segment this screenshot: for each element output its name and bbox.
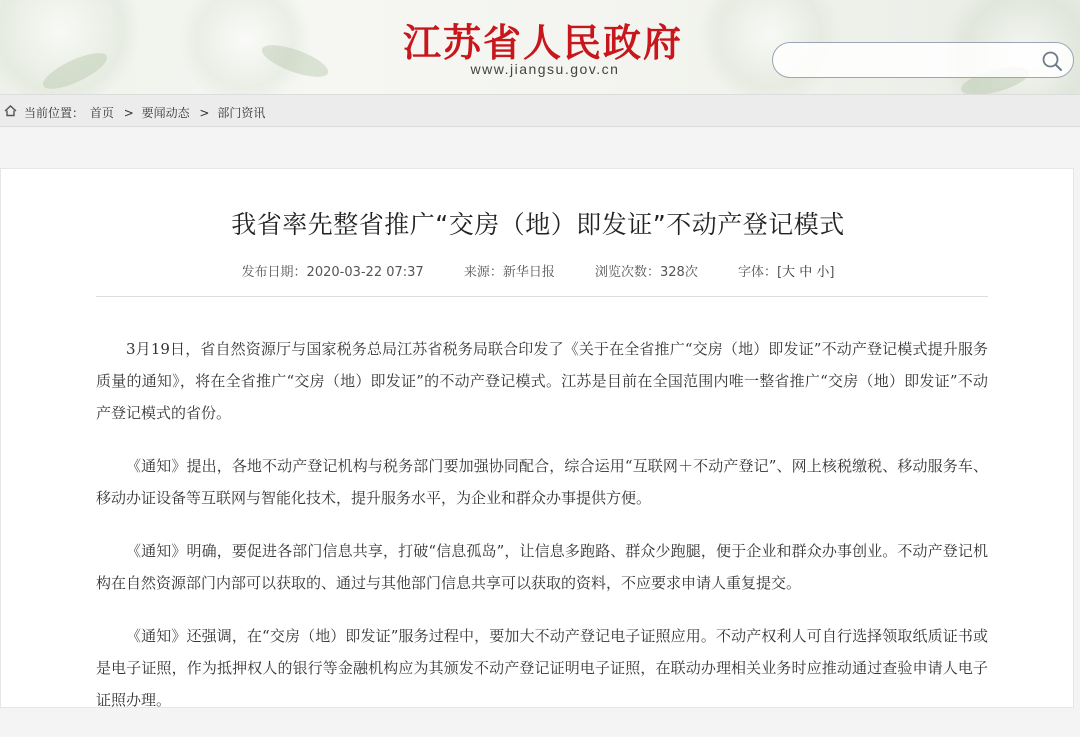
breadcrumb-separator: >	[199, 106, 210, 120]
home-icon	[4, 104, 17, 117]
breadcrumb-label: 当前位置：	[24, 106, 85, 120]
site-logo-title[interactable]: 江苏省人民政府	[402, 20, 683, 65]
site-url: www.jiangsu.gov.cn	[470, 61, 620, 77]
view-count: 浏览次数：328次	[595, 265, 698, 280]
font-large-link[interactable]: 大	[782, 265, 796, 280]
article-source: 来源：新华日报	[463, 265, 555, 280]
article-meta	[1, 261, 1075, 280]
article-title: 我省率先整省推广“交房（地）即发证”不动产登记模式	[231, 210, 845, 239]
article-container	[0, 168, 1074, 708]
search-input[interactable]	[787, 50, 1031, 72]
font-size-close: ]	[829, 265, 835, 280]
breadcrumb-item-news[interactable]: 要闻动态	[141, 106, 190, 120]
article-body	[96, 333, 988, 737]
article-paragraph: 《通知》明确，要促进各部门信息共享，打破“信息孤岛”，让信息多跑路、群众少跑腿，便于企业和群众办事创业。不动产登记机构在自然资源部门内部可以获取的、通过与其他部门信息共享可以获取的资料，不应要求申请人重复提交。	[96, 542, 988, 592]
breadcrumb-separator: >	[123, 106, 134, 120]
header-decoration	[170, 0, 320, 94]
search-box[interactable]	[772, 42, 1074, 78]
breadcrumb-bar	[0, 94, 1080, 127]
site-header	[0, 0, 1080, 94]
font-size-control	[738, 265, 834, 280]
font-small-link[interactable]: 小	[816, 265, 830, 280]
breadcrumb-item-department-news[interactable]: 部门资讯	[217, 106, 266, 120]
article-paragraph: 《通知》提出，各地不动产登记机构与税务部门要加强协同配合，综合运用“互联网＋不动产登记”、网上核税缴税、移动服务车、移动办证设备等互联网与智能化技术，提升服务水平，为企业和群众办事提供方便。	[96, 457, 988, 507]
publish-date: 发布日期：2020-03-22 07:37	[241, 265, 424, 280]
font-medium-link[interactable]: 中	[799, 265, 813, 280]
title-divider	[96, 296, 988, 297]
font-size-label: 字体：[	[737, 265, 783, 280]
article-paragraph: 《通知》还强调，在“交房（地）即发证”服务过程中，要加大不动产登记电子证照应用。不动产权利人可自行选择领取纸质证书或是电子证照，作为抵押权人的银行等金融机构应为其颁发不动产登记证明电子证照，在联动办理相关业务时应推动通过查验申请人电子证照办理。	[96, 627, 988, 709]
article-paragraph: 3月19日，省自然资源厅与国家税务总局江苏省税务局联合印发了《关于在全省推广“交房（地）即发证”不动产登记模式提升服务质量的通知》，将在全省推广“交房（地）即发证”的不动产登记模式。江苏是目前在全国范围内唯一整省推广“交房（地）即发证”不动产登记模式的省份。	[96, 340, 988, 422]
breadcrumb-item-home[interactable]: 首页	[89, 106, 114, 120]
search-icon[interactable]	[1041, 50, 1063, 72]
breadcrumb	[24, 104, 267, 121]
